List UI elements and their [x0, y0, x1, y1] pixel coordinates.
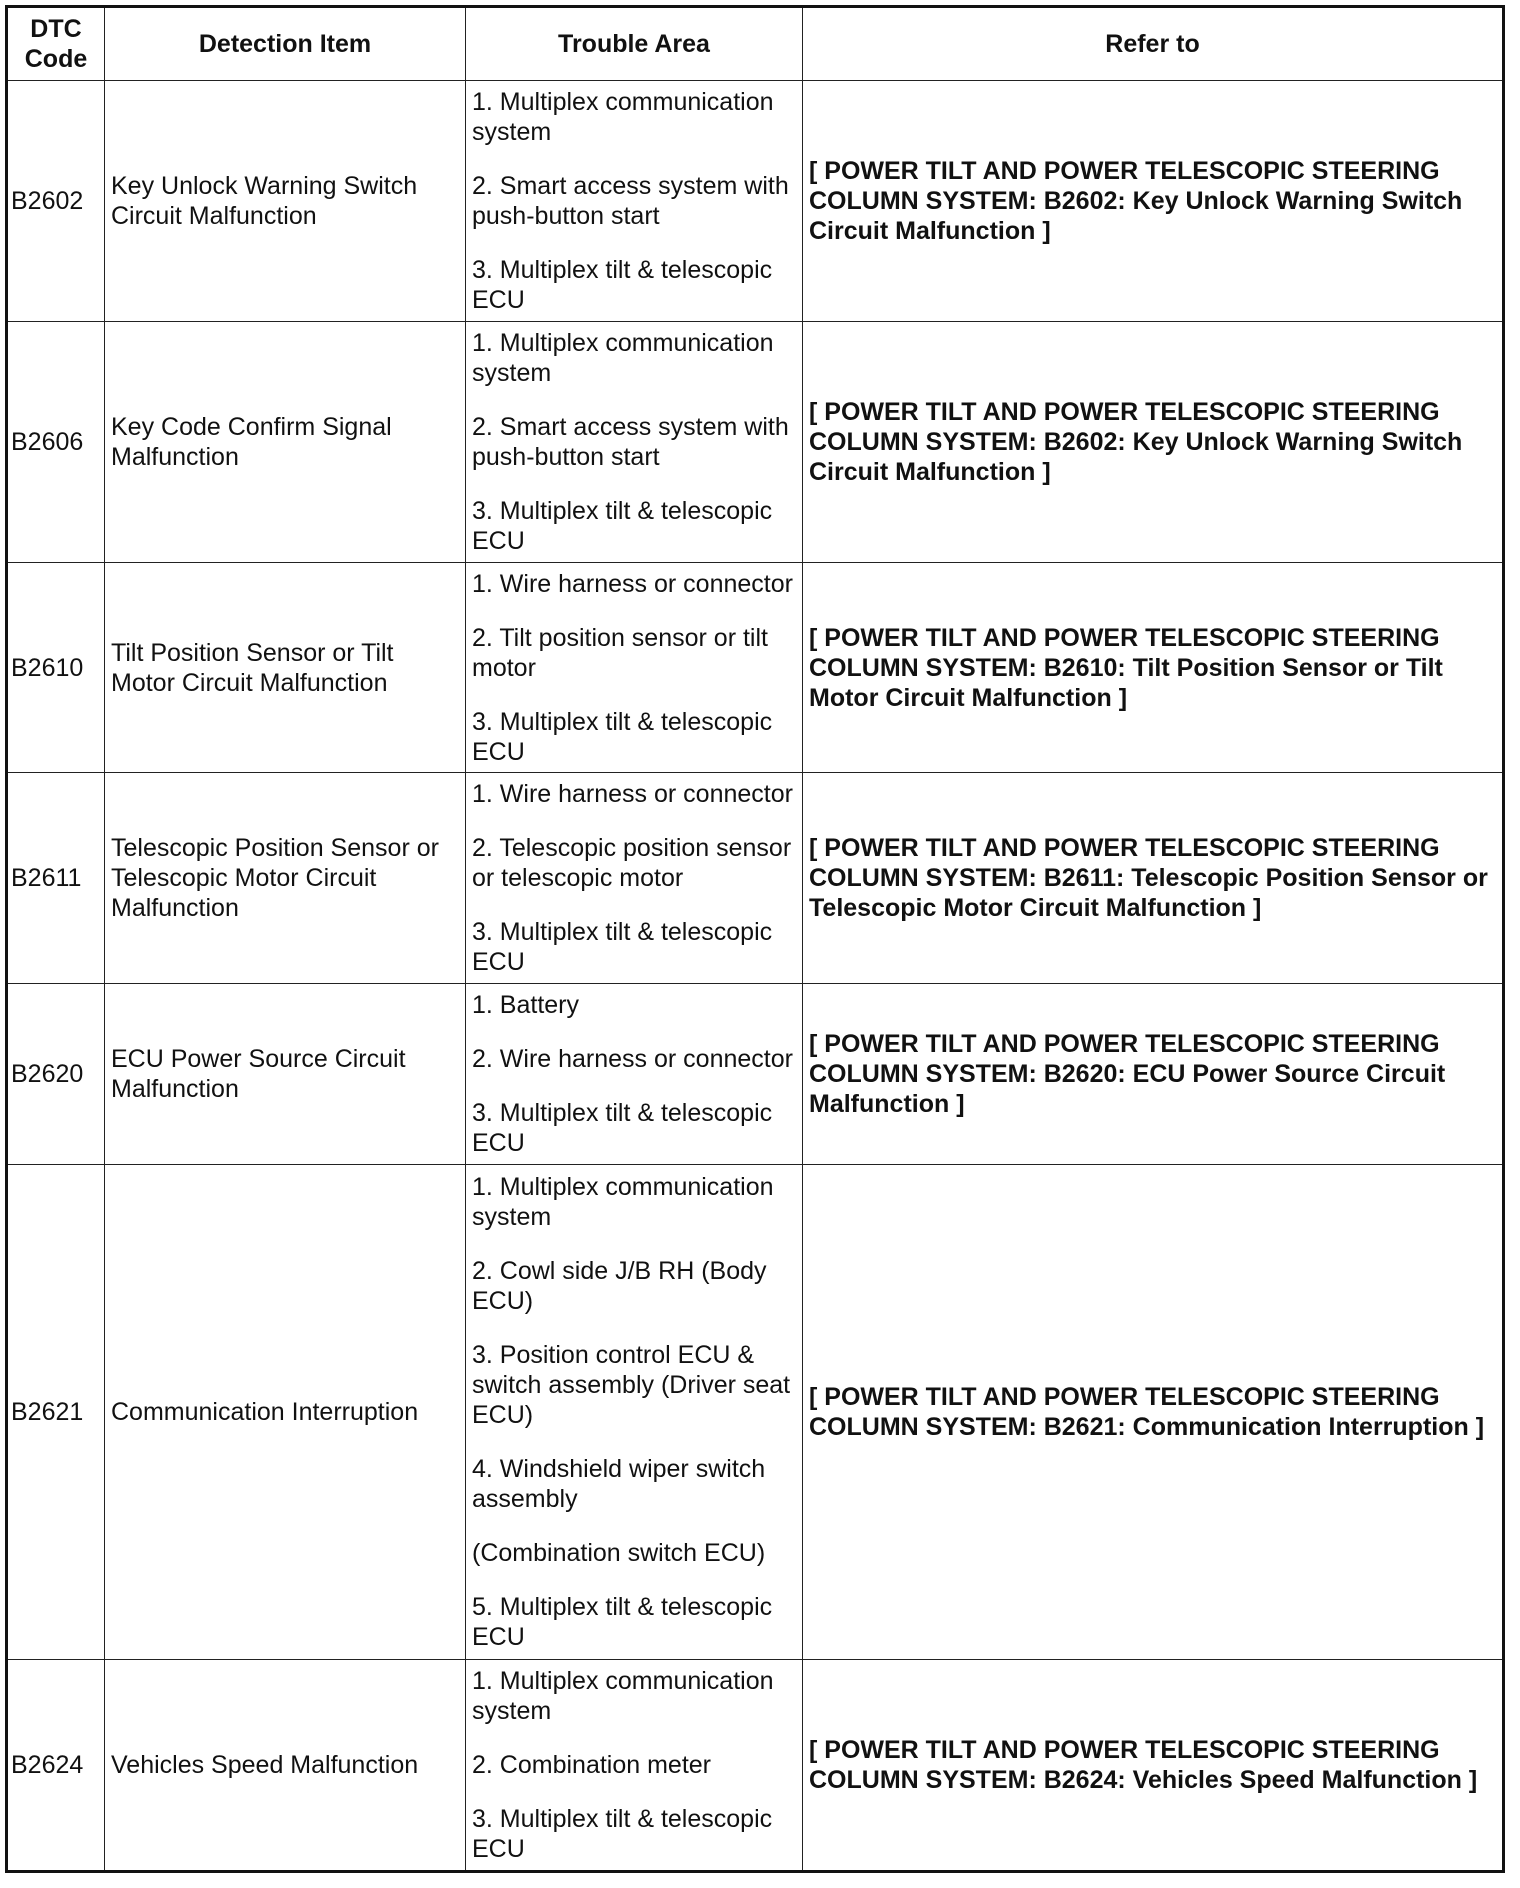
trouble-area-item: 3. Multiplex tilt & telescopic ECU — [472, 707, 773, 766]
dtc-code-cell: B2602 — [7, 81, 105, 322]
detection-item-cell: Tilt Position Sensor or Tilt Motor Circuit Malfunction — [105, 563, 466, 773]
header-trouble-area: Trouble Area — [466, 7, 803, 81]
trouble-area-item: 2. Telescopic position sensor or telescopic motor — [472, 834, 792, 892]
header-row — [7, 7, 1504, 81]
trouble-area-item: 2. Smart access system with push-button start — [472, 413, 789, 471]
table-row — [7, 773, 1504, 984]
detection-item-cell: Communication Interruption — [105, 1165, 466, 1660]
trouble-area-item: 1. Multiplex communication system — [472, 88, 774, 146]
trouble-area-item: 3. Multiplex tilt & telescopic ECU — [472, 918, 773, 976]
table-row — [7, 1660, 1504, 1872]
dtc-code-cell: B2606 — [7, 322, 105, 563]
detection-item-cell: ECU Power Source Circuit Malfunction — [105, 984, 466, 1165]
refer-to-cell: [ POWER TILT AND POWER TELESCOPIC STEERING COLUMN SYSTEM: B2602: Key Unlock Warning Switch Circuit Malfunction ] — [803, 81, 1504, 322]
refer-to-cell: [ POWER TILT AND POWER TELESCOPIC STEERING COLUMN SYSTEM: B2602: Key Unlock Warning Switch Circuit Malfunction ] — [803, 322, 1504, 563]
trouble-area-item: 3. Multiplex tilt & telescopic ECU — [472, 497, 773, 555]
trouble-area-item: 3. Multiplex tilt & telescopic ECU — [472, 256, 773, 314]
table-row — [7, 322, 1504, 563]
refer-to-cell: [ POWER TILT AND POWER TELESCOPIC STEERING COLUMN SYSTEM: B2621: Communication Interruption ] — [803, 1165, 1504, 1660]
table-row — [7, 563, 1504, 773]
trouble-area-cell — [466, 773, 803, 984]
detection-item-cell: Vehicles Speed Malfunction — [105, 1660, 466, 1872]
dtc-code-cell: B2611 — [7, 773, 105, 984]
trouble-area-item: 3. Multiplex tilt & telescopic ECU — [472, 1099, 773, 1157]
trouble-area-cell — [466, 1660, 803, 1872]
dtc-code-cell: B2620 — [7, 984, 105, 1165]
trouble-area-cell — [466, 563, 803, 773]
trouble-area-item: 3. Multiplex tilt & telescopic ECU — [472, 1805, 773, 1863]
trouble-area-item: 1. Multiplex communication system — [472, 1173, 774, 1231]
trouble-area-item: 1. Multiplex communication system — [472, 329, 774, 387]
table-row — [7, 984, 1504, 1165]
trouble-area-item: 2. Tilt position sensor or tilt motor — [472, 623, 768, 682]
table-row — [7, 1165, 1504, 1660]
trouble-area-item: 2. Cowl side J/B RH (Body ECU) — [472, 1257, 767, 1315]
dtc-code-cell: B2624 — [7, 1660, 105, 1872]
dtc-table — [5, 5, 1505, 1873]
detection-item-cell: Telescopic Position Sensor or Telescopic Motor Circuit Malfunction — [105, 773, 466, 984]
dtc-code-cell: B2621 — [7, 1165, 105, 1660]
refer-to-cell: [ POWER TILT AND POWER TELESCOPIC STEERING COLUMN SYSTEM: B2624: Vehicles Speed Malfunction ] — [803, 1660, 1504, 1872]
trouble-area-item: (Combination switch ECU) — [472, 1539, 766, 1567]
trouble-area-item: 4. Windshield wiper switch assembly — [472, 1455, 766, 1513]
header-detection-item: Detection Item — [105, 7, 466, 81]
detection-item-cell: Key Code Confirm Signal Malfunction — [105, 322, 466, 563]
trouble-area-item: 5. Multiplex tilt & telescopic ECU — [472, 1593, 773, 1651]
trouble-area-item: 2. Combination meter — [472, 1751, 712, 1779]
trouble-area-cell — [466, 1165, 803, 1660]
refer-to-cell: [ POWER TILT AND POWER TELESCOPIC STEERING COLUMN SYSTEM: B2611: Telescopic Position Sensor or Telescopic Motor Circuit Malfunction ] — [803, 773, 1504, 984]
trouble-area-cell — [466, 984, 803, 1165]
trouble-area-item: 1. Multiplex communication system — [472, 1667, 774, 1725]
trouble-area-item: 1. Wire harness or connector — [472, 780, 793, 808]
refer-to-cell: [ POWER TILT AND POWER TELESCOPIC STEERING COLUMN SYSTEM: B2610: Tilt Position Sensor or Tilt Motor Circuit Malfunction ] — [803, 563, 1504, 773]
table-row — [7, 81, 1504, 322]
detection-item-cell: Key Unlock Warning Switch Circuit Malfunction — [105, 81, 466, 322]
trouble-area-item: 1. Wire harness or connector — [472, 569, 793, 598]
header-refer-to: Refer to — [803, 7, 1504, 81]
trouble-area-item: 2. Wire harness or connector — [472, 1045, 793, 1073]
header-dtc-code: DTC Code — [7, 7, 105, 81]
trouble-area-cell — [466, 81, 803, 322]
refer-to-cell: [ POWER TILT AND POWER TELESCOPIC STEERING COLUMN SYSTEM: B2620: ECU Power Source Circuit Malfunction ] — [803, 984, 1504, 1165]
trouble-area-cell — [466, 322, 803, 563]
table-body — [7, 81, 1504, 1872]
trouble-area-item: 3. Position control ECU & switch assembly (Driver seat ECU) — [472, 1341, 791, 1429]
trouble-area-item: 2. Smart access system with push-button start — [472, 172, 789, 230]
dtc-code-cell: B2610 — [7, 563, 105, 773]
trouble-area-item: 1. Battery — [472, 991, 579, 1019]
